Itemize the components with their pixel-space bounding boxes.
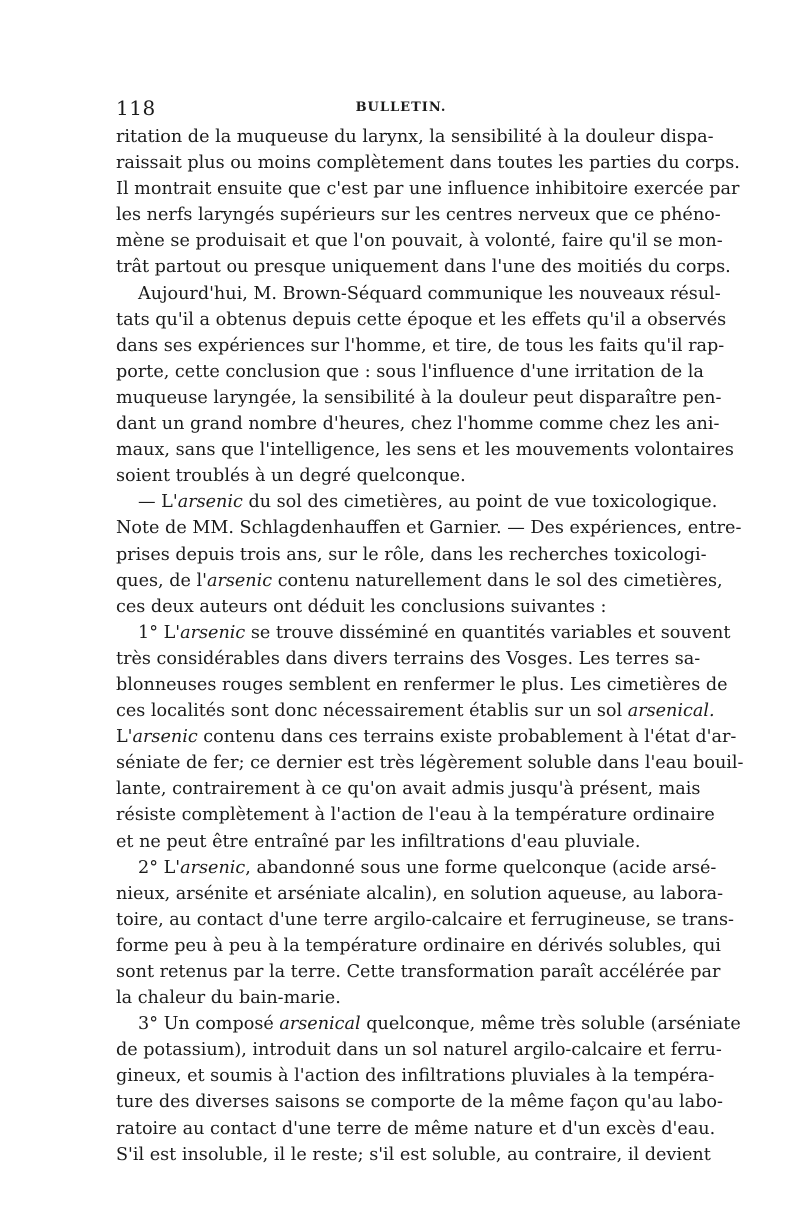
text-run: ces localités sont donc nécessairement établis sur un sol xyxy=(116,701,628,722)
text-line: les nerfs laryngés supérieurs sur les centres nerveux que ce phéno- xyxy=(116,205,721,226)
text-run: 1° L' xyxy=(138,622,181,643)
text-line: prises depuis trois ans, sur le rôle, dans les recherches toxicologi- xyxy=(116,544,707,565)
text-run: se trouve disséminé en quantités variables et souvent xyxy=(245,622,731,643)
text-line: toire, au contact d'une terre argilo-calcaire et ferrugineuse, se trans- xyxy=(116,909,734,930)
text-line: sont retenus par la terre. Cette transformation paraît accélérée par xyxy=(116,962,721,982)
text-line: dant un grand nombre d'heures, chez l'homme comme chez les ani- xyxy=(116,414,720,435)
text-line: blonneuses rouges semblent en renfermer le plus. Les cimetières de xyxy=(116,674,728,695)
text-line: ture des diverses saisons se comporte de la même façon qu'au labo- xyxy=(116,1092,723,1113)
text-run: contenu naturellement dans le sol des cimetières, xyxy=(272,570,723,591)
text-line: maux, sans que l'intelligence, les sens et les mouvements volontaires xyxy=(116,440,734,461)
text-line: et ne peut être entraîné par les infiltrations d'eau pluviale. xyxy=(116,831,641,852)
page-number: 118 xyxy=(116,96,156,120)
italic-term: arsenical. xyxy=(627,701,715,722)
text-line: dans ses expériences sur l'homme, et tire, de tous les faits qu'il rap- xyxy=(116,335,725,356)
running-title: BULLETIN. xyxy=(355,100,447,115)
text-line: tats qu'il a obtenus depuis cette époque et les effets qu'il a observés xyxy=(116,309,727,330)
text-line: raissait plus ou moins complètement dans toutes les parties du corps. xyxy=(116,153,740,174)
text-run: — L' xyxy=(138,492,178,513)
text-line xyxy=(116,489,718,515)
text-line: Note de MM. Schlagdenhauffen et Garnier. — Des expériences, entre- xyxy=(116,518,742,539)
text-line xyxy=(116,855,717,881)
text-line xyxy=(116,1011,741,1037)
italic-term: arsenic xyxy=(132,727,198,748)
text-line xyxy=(116,620,731,646)
text-run: quelconque, même très soluble (arséniate xyxy=(360,1014,741,1035)
text-run: , abandonné sous une forme quelconque (acide arsé- xyxy=(245,857,717,878)
text-line: nieux, arsénite et arséniate alcalin), en solution aqueuse, au labora- xyxy=(116,883,724,904)
text-line: très considérables dans divers terrains des Vosges. Les terres sa- xyxy=(116,648,701,669)
text-run: 2° L' xyxy=(138,857,181,878)
text-line xyxy=(116,698,715,724)
text-line xyxy=(116,568,723,594)
text-line: S'il est insoluble, il le reste; s'il est soluble, au contraire, il devient xyxy=(116,1144,711,1165)
text-line: soient troublés à un degré quelconque. xyxy=(116,466,466,487)
italic-term: arsenical xyxy=(279,1014,361,1035)
italic-term: arsenic xyxy=(177,492,243,513)
text-line: la chaleur du bain-marie. xyxy=(116,988,341,1009)
text-line: ritation de la muqueuse du larynx, la sensibilité à la douleur dispa- xyxy=(116,127,714,147)
text-line: de potassium), introduit dans un sol naturel argilo-calcaire et ferru- xyxy=(116,1040,722,1061)
text-line: muqueuse laryngée, la sensibilité à la douleur peut disparaître pen- xyxy=(116,387,722,408)
text-run: contenu dans ces terrains existe probablement à l'état d'ar- xyxy=(197,727,737,748)
text-line: Il montrait ensuite que c'est par une influence inhibitoire exercée par xyxy=(116,179,740,200)
italic-term: arsenic xyxy=(206,570,273,591)
body-text xyxy=(116,124,744,1168)
text-line: ratoire au contact d'une terre de même nature et d'un excès d'eau. xyxy=(116,1118,716,1139)
text-line: Aujourd'hui, M. Brown-Séquard communique les nouveaux résul- xyxy=(138,283,721,304)
text-line: lante, contrairement à ce qu'on avait admis jusqu'à présent, mais xyxy=(116,779,701,800)
text-line: porte, cette conclusion que : sous l'influence d'une irritation de la xyxy=(116,361,704,382)
text-run: L' xyxy=(116,727,133,748)
text-run: ques, de l' xyxy=(116,570,207,591)
italic-term: arsenic xyxy=(180,857,246,878)
page-header xyxy=(116,96,686,124)
italic-term: arsenic xyxy=(180,622,246,643)
text-line: trât partout ou presque uniquement dans l'une des moitiés du corps. xyxy=(116,257,731,278)
text-line: séniate de fer; ce dernier est très légèrement soluble dans l'eau bouil- xyxy=(116,753,744,774)
text-run: 3° Un composé xyxy=(138,1014,280,1035)
text-line: mène se produisait et que l'on pouvait, à volonté, faire qu'il se mon- xyxy=(116,231,723,252)
text-run: du sol des cimetières, au point de vue toxicologique. xyxy=(242,492,718,513)
text-line: forme peu à peu à la température ordinaire en dérivés solubles, qui xyxy=(116,935,721,956)
text-line xyxy=(116,724,737,750)
text-line: résiste complètement à l'action de l'eau à la température ordinaire xyxy=(116,805,715,826)
text-line: ces deux auteurs ont déduit les conclusions suivantes : xyxy=(116,596,607,617)
text-line: gineux, et soumis à l'action des infiltrations pluviales à la tempéra- xyxy=(116,1066,715,1087)
